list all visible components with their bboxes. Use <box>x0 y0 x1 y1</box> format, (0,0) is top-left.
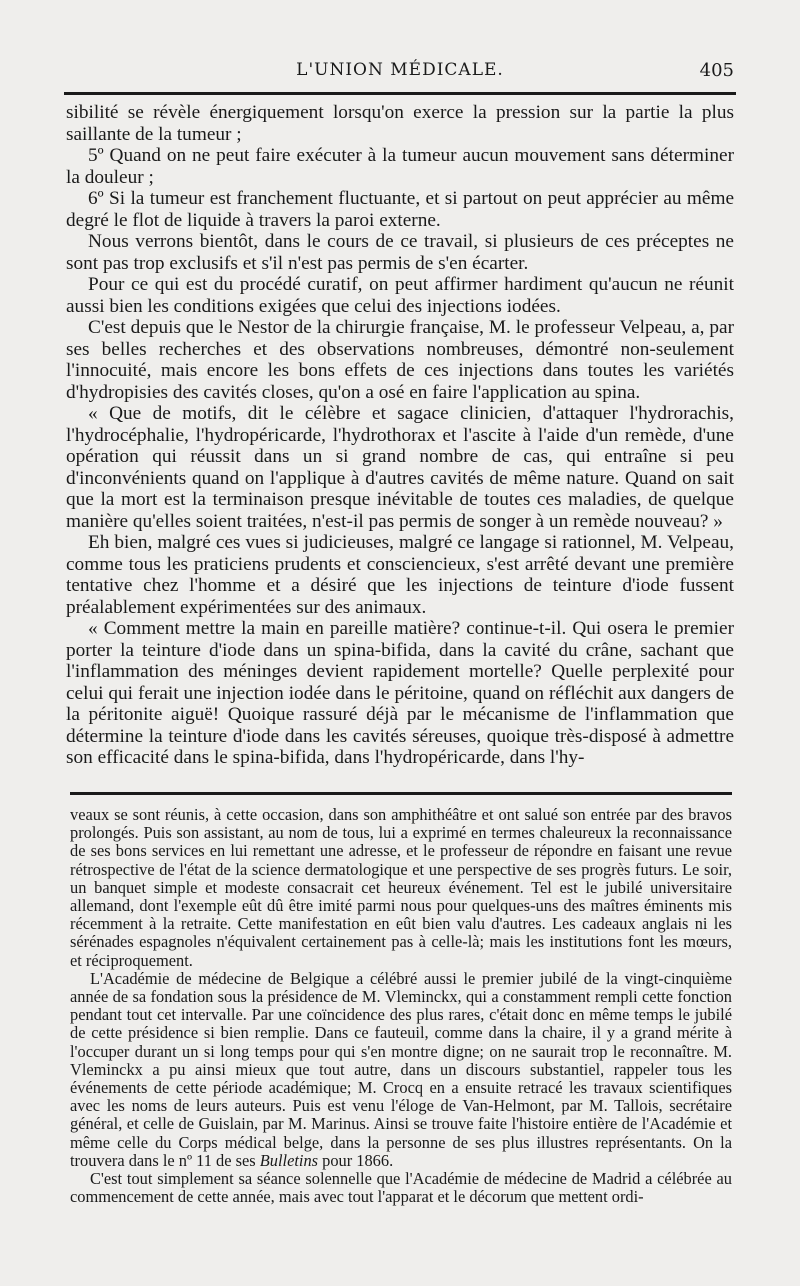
paragraph: 5º Quand on ne peut faire exécuter à la tumeur aucun mouvement sans déterminer la douleur ; <box>66 145 734 188</box>
page-header <box>66 58 734 86</box>
main-text <box>66 102 734 769</box>
footnote-rule <box>70 792 732 795</box>
note-paragraph: veaux se sont réunis, à cette occasion, dans son amphithéâtre et ont salué son entrée par des bravos prolongés. Puis son assistant, au nom de tous, lui a exprimé en termes chaleureux la reconnaissance de ses bons services en lui remettant une adresse, et le professeur de répondre en faisant une revue rétrospective de l'état de la science dermatologique et une perspective de ses progrès futurs. Le soir, un banquet simple et modeste consacrait cet heureux événement. Tel est le jubilé universitaire allemand, dont l'exemple eût dû être imité parmi nous pour quelques-uns des maîtres éminents mis récemment à la retraite. Cette manifestation en eût bien valu d'autres. Les cadeaux anglais ni les sérénades espagnoles n'équivalent certainement pas à celle-là; mais les institutions font les mœurs, et réciproquement. <box>70 805 732 970</box>
paragraph: 6º Si la tumeur est franchement fluctuante, et si partout on peut apprécier au même degré le flot de liquide à travers la paroi externe. <box>66 188 734 231</box>
paragraph: « Que de motifs, dit le célèbre et sagace clinicien, d'attaquer l'hydrorachis, l'hydrocéphalie, l'hydropéricarde, l'hydrothorax et l'ascite à l'aide d'un remède, d'une opération qui réussit dans un si grand nombre de cas, qui entraîne si peu d'inconvénients quand on l'applique à d'autres cavités de même nature. Quand on sait que la mort est la terminaison presque inévitable de toutes ces maladies, de quelque manière qu'elles soient traitées, n'est-il pas permis de songer à un remède nouveau? » <box>66 403 734 532</box>
feuilleton-text <box>70 806 732 1206</box>
paragraph: sibilité se révèle énergiquement lorsqu'on exerce la pression sur la partie la plus saillante de la tumeur ; <box>66 102 734 145</box>
paragraph: Nous verrons bientôt, dans le cours de ce travail, si plusieurs de ces préceptes ne sont pas trop exclusifs et s'il n'est pas permis de s'en écarter. <box>66 231 734 274</box>
header-rule <box>64 92 736 95</box>
note-paragraph: C'est tout simplement sa séance solennelle que l'Académie de médecine de Madrid a célébrée au commencement de cette année, mais avec tout l'apparat et le décorum que mettent ordi- <box>70 1169 732 1207</box>
paragraph: « Comment mettre la main en pareille matière? continue-t-il. Qui osera le premier porter la teinture d'iode dans un spina-bifida, dans la cavité du crâne, sachant que l'inflammation des méninges devient rapidement mortelle? Quelle perplexité pour celui qui ferait une injection iodée dans le péritoine, quand on réfléchit aux dangers de la péritonite aiguë! Quoique rassuré déjà par le mécanisme de l'inflammation que détermine la teinture d'iode dans les cavités séreuses, quoique très-disposé à admettre son efficacité dans le spina-bifida, dans l'hydropéricarde, dans l'hy- <box>66 618 734 768</box>
note-paragraph <box>70 970 732 1170</box>
note-text: L'Académie de médecine de Belgique a célébré aussi le premier jubilé de la vingt-cinquième année de sa fondation sous la présidence de M. Vleminckx, qui a constamment rempli cette fonction pendant tout cet intervalle. Par une coïncidence des plus rares, c'était donc en même temps le jubilé de cette présidence si bien remplie. Dans ce fauteuil, comme dans la chaire, il y a grand mérite à l'occuper durant un si long temps pour qui s'en montre digne; on ne saurait trop le reconnaître. M. Vleminckx a pu ainsi mieux que tout autre, dans un discours substantiel, rappeler tous les événements de cette période académique; M. Crocq en a ensuite retracé les travaux scientifiques avec les noms de leurs auteurs. Puis est venu l'éloge de Van-Helmont, par M. Tallois, secrétaire général, et celle de Guislain, par M. Marinus. Ainsi se trouve faite l'histoire entière de l'Académie et même celle du Corps médical belge, dans la personne de ses plus illustres représentants. On la trouvera dans le nº 11 de ses <box>70 968 732 1170</box>
paragraph: Eh bien, malgré ces vues si judicieuses, malgré ce langage si rationnel, M. Velpeau, comme tous les praticiens prudents et consciencieux, s'est arrêté devant une première tentative chez l'homme et a désiré que les injections de teinture d'iode fussent préalablement expérimentées sur des animaux. <box>66 532 734 618</box>
paragraph: C'est depuis que le Nestor de la chirurgie française, M. le professeur Velpeau, a, par ses belles recherches et des observations nombreuses, démontré non-seulement l'innocuité, mais encore les bons effets de ces injections dans toutes les variétés d'hydropisies des cavités closes, qu'on a osé en faire l'application au spina. <box>66 317 734 403</box>
paragraph: Pour ce qui est du procédé curatif, on peut affirmer hardiment qu'aucun ne réunit aussi bien les conditions exigées que celui des injections iodées. <box>66 274 734 317</box>
page-number: 405 <box>699 60 734 81</box>
note-italic-title: Bulletins <box>259 1150 319 1170</box>
running-title: L'UNION MÉDICALE. <box>296 60 504 80</box>
note-text: pour 1866. <box>322 1150 394 1170</box>
